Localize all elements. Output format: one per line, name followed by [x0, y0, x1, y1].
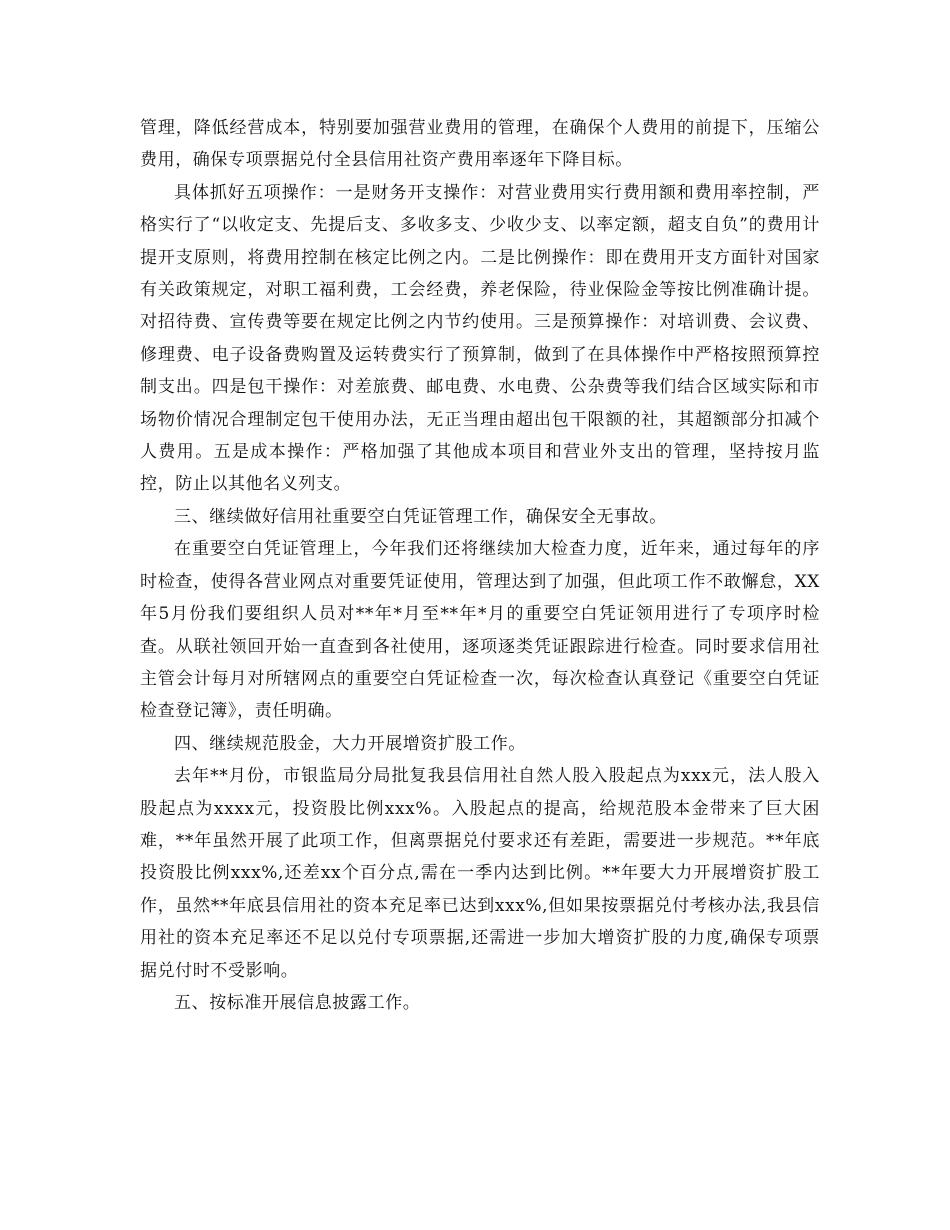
- section-heading-four: 四、继续规范股金，大力开展增资扩股工作。: [174, 733, 526, 754]
- paragraph-capital-increase: 去年**月份，市银监局分局批复我县信用社自然人股入股起点为xxx元，法人股入股起点为xxxx元，投资股比例xxx%。入股起点的提高，给规范股本金带来了巨大困难，**年虽然开展了此项工作，但离票据兑付要求还有差距，需要进一步规范。**年底投资股比例xxx%,还差xx个百分点,需在一季内达到比例。**年要大力开展增资扩股工作，虽然**年底县信用社的资本充足率已达到xxx%,但如果按票据兑付考核办法,我县信用社的资本充足率还不足以兑付专项票据,还需进一步加大增资扩股的力度,确保专项票据兑付时不受影响。: [140, 766, 820, 981]
- section-heading-three: 三、继续做好信用社重要空白凭证管理工作，确保安全无事故。: [174, 506, 667, 527]
- paragraph-voucher-management: 在重要空白凭证管理上，今年我们还将继续加大检查力度，近年来，通过每年的序时检查，使得各营业网点对重要凭证使用，管理达到了加强，但此项工作不敢懈怠，XX年5月份我们要组织人员对**年*月至**年*月的重要空白凭证领用进行了专项序时检查。从联社领回开始一直查到各社使用，逐项逐类凭证跟踪进行检查。同时要求信用社主管会计每月对所辖网点的重要空白凭证检查一次，每次检查认真登记《重要空白凭证检查登记簿》，责任明确。: [140, 539, 820, 722]
- document-body: [140, 112, 820, 1019]
- paragraph-five-operations: 具体抓好五项操作：一是财务开支操作：对营业费用实行费用额和费用率控制，严格实行了“以收定支、先提后支、多收多支、少收少支、以率定额，超支自负”的费用计提开支原则，将费用控制在核定比例之内。二是比例操作：即在费用开支方面针对国家有关政策规定，对职工福利费，工会经费，养老保险，待业保险金等按比例准确计提。对招待费、宣传费等要在规定比例之内节约使用。三是预算操作：对培训费、会议费、修理费、电子设备费购置及运转费实行了预算制，做到了在具体操作中严格按照预算控制支出。四是包干操作：对差旅费、邮电费、水电费、公杂费等我们结合区域实际和市场物价情况合理制定包干使用办法，无正当理由超出包干限额的社，其超额部分扣减个人费用。五是成本操作：严格加强了其他成本项目和营业外支出的管理，坚持按月监控，防止以其他名义列支。: [140, 182, 820, 495]
- paragraph-continuation: 管理，降低经营成本，特别要加强营业费用的管理，在确保个人费用的前提下，压缩公费用，确保专项票据兑付全县信用社资产费用率逐年下降目标。: [140, 118, 820, 171]
- section-heading-five: 五、按标准开展信息披露工作。: [174, 992, 421, 1013]
